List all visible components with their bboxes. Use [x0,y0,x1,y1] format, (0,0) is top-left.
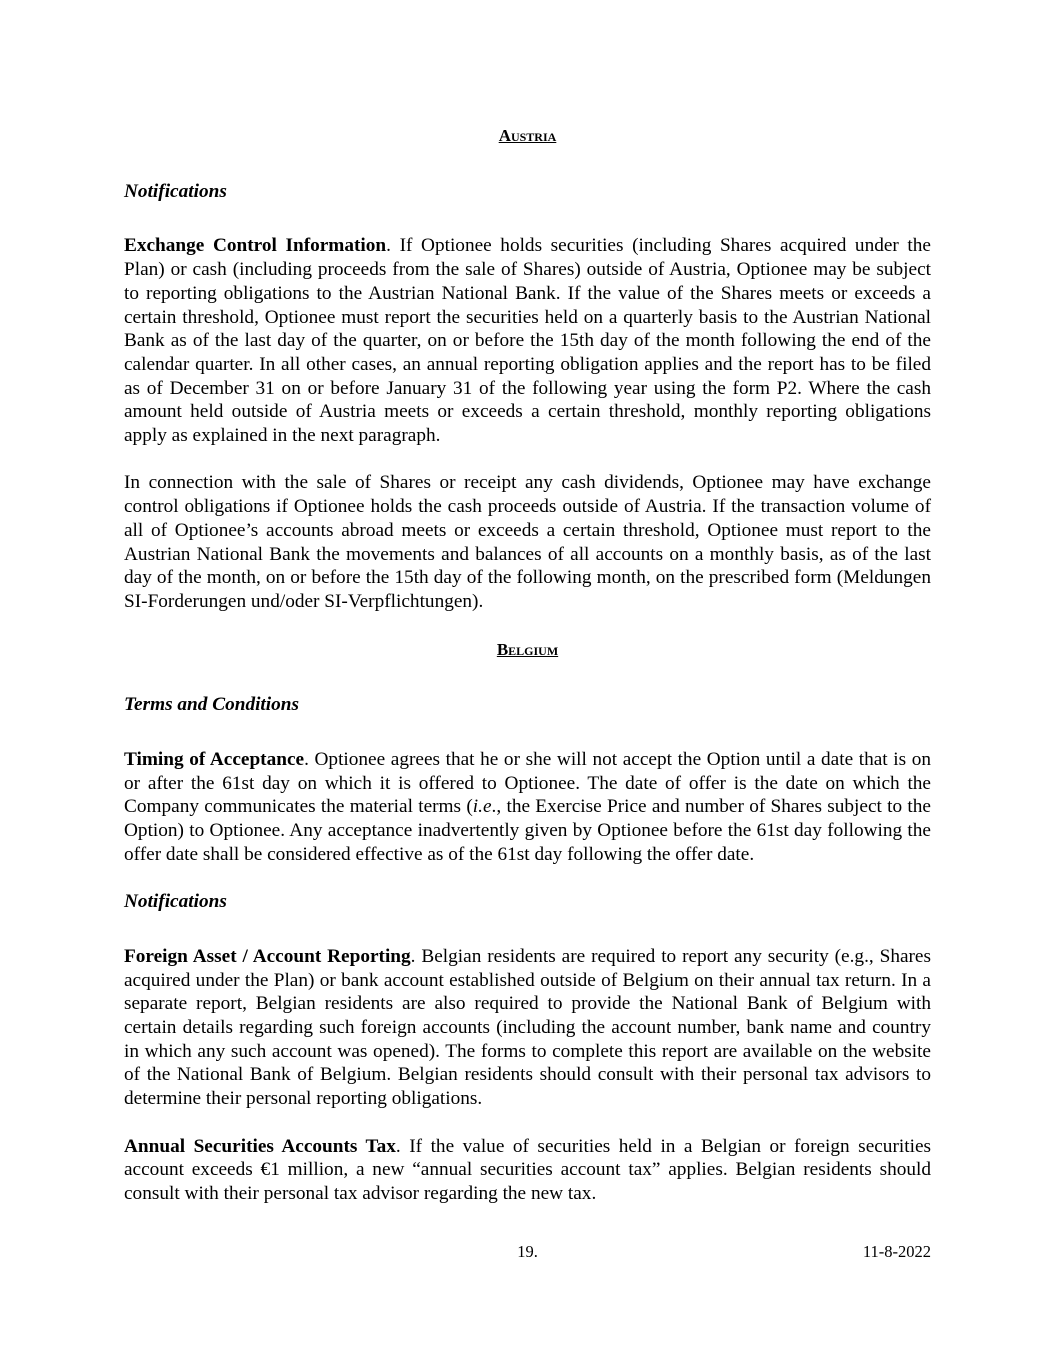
paragraph-lead: Exchange Control Information [124,235,387,257]
paragraph-text: ., the Exercise Price and number of Shares subject to the Option) to Optionee. Any acceptance inadvertently given by Optionee before the 61st day following the offer date shall be considered effective as of the 61st day following the offer date. [124,796,931,865]
paragraph-text: . Optionee agrees that he or she will not accept the Option until a date that is on or after the 61st day on which it is offered to Optionee. The date of offer is the date on which the Company communicates the material terms ( [124,749,931,818]
paragraph-lead: Foreign Asset / Account Reporting [124,945,411,967]
document-date: 11-8-2022 [862,1242,931,1261]
paragraph-foreign-asset-reporting [124,945,931,1111]
page-number: 19. [517,1242,538,1261]
paragraph-exchange-control [124,234,931,447]
subheading-terms-and-conditions: Terms and Conditions [124,694,300,716]
paragraph-lead: Annual Securities Accounts Tax [124,1135,396,1157]
paragraph-text: . If Optionee holds securities (including Shares acquired under the Plan) or cash (including proceeds from the sale of Shares) outside of Austria, Optionee may be subject to reporting obligations to the Austrian National Bank. If the value of the Shares meets or exceeds a certain threshold, Optionee must report the securities held on a quarterly basis to the Austrian National Bank as of the last day of the quarter, on or before the 15th day of the month following the end of the calendar quarter. In all other cases, an annual reporting obligation applies and the report has to be filed as of December 31 on or before January 31 of the following year using the form P2. Where the cash amount held outside of Austria meets or exceeds a certain threshold, monthly reporting obligations apply as explained in the next paragraph. [124,235,931,447]
paragraph-annual-securities-tax [124,1135,931,1206]
paragraph-text: . Belgian residents are required to report any security (e.g., Shares acquired under the Plan) or bank account established outside of Belgium on their annual tax return. In a separate report, Belgian residents are also required to provide the National Bank of Belgium with certain details regarding such foreign accounts (including the account number, bank name and country in which any such account was opened). The forms to complete this report are available on the website of the National Bank of Belgium. Belgian residents should consult with their personal tax advisors to determine their personal reporting obligations. [124,945,931,1110]
country-heading-belgium: Belgium [496,639,559,659]
paragraph-lead: Timing of Acceptance [124,749,305,771]
document-page [124,124,931,1229]
paragraph-timing-of-acceptance [124,748,931,867]
subheading-notifications: Notifications [124,180,227,202]
country-heading-austria: Austria [498,126,557,145]
paragraph-text: . If the value of securities held in a Belgian or foreign securities account exceeds €1 million, a new “annual securities account tax” applies. Belgian residents should consult with their personal tax advisor regarding the new tax. [124,1135,932,1204]
subheading-notifications: Notifications [124,891,227,913]
paragraph-italic: i.e [472,796,492,818]
paragraph-sale-of-shares: In connection with the sale of Shares or receipt any cash dividends, Optionee may have exchange control obligations if Optionee holds the cash proceeds outside of Austria. If the transaction volume of all of Optionee’s accounts abroad meets or exceeds a certain threshold, Optionee must report to the Austrian National Bank the movements and balances of all accounts on a monthly basis, as of the last day of the month, on or before the 15th day of the following month, on the prescribed form (Meldungen SI-Forderungen und/oder SI-Verpflichtungen). [124,472,931,612]
